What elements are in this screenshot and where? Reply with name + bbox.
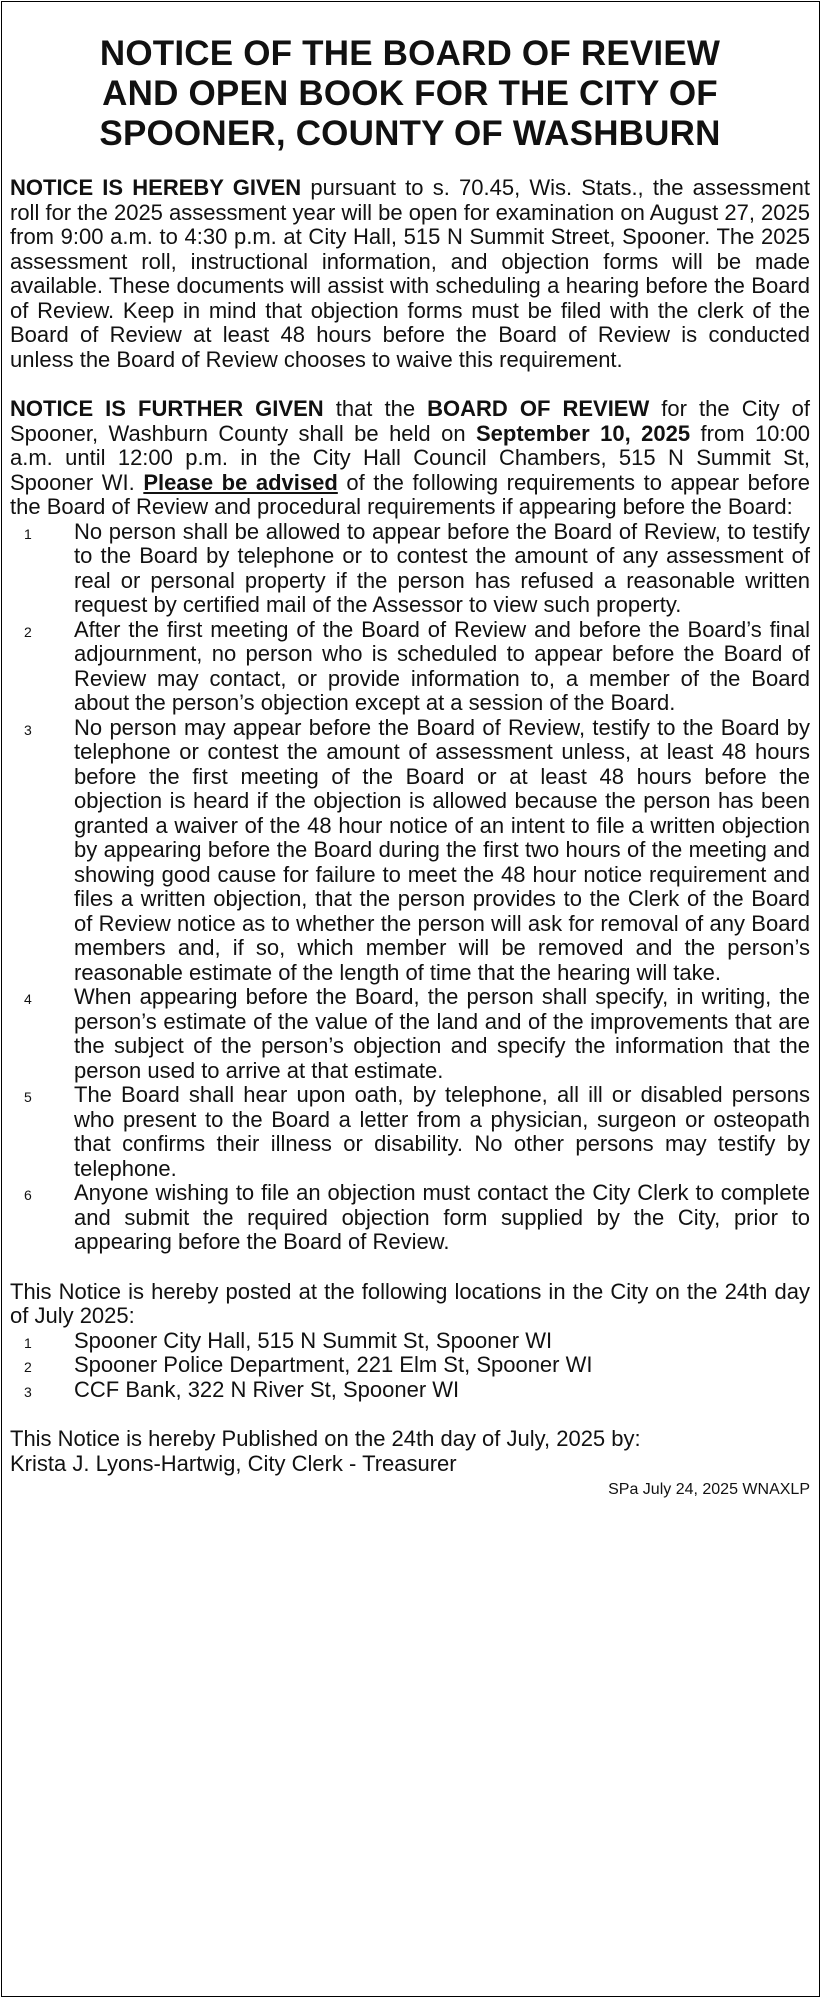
open-book-paragraph [10, 176, 810, 372]
list-item [10, 520, 810, 618]
item-text: CCF Bank, 322 N River St, Spooner WI [74, 1376, 460, 1402]
item-text: Spooner Police Department, 221 Elm St, Spooner WI [74, 1352, 593, 1377]
list-item [10, 716, 810, 986]
item-number: 1 [24, 1334, 32, 1351]
locations-list [10, 1329, 810, 1403]
list-item [10, 618, 810, 716]
item-number: 2 [24, 623, 32, 640]
paragraph-text: pursuant to s. 70.45, Wis. Stats., the assessment roll for the 2025 assessment year will be open for examination on August 27, 2025 from 9:00 a.m. to 4:30 p.m. at City Hall, 515 N Summit Street, Spooner. The 2025 assessment roll, instructional information, and objection forms will be made available. These documents will assist with scheduling a hearing before the Board of Review. Keep in mind that objection forms must be filed with the clerk of the Board of Review at least 48 hours before the Board of Review is conducted unless the Board of Review chooses to waive this requirement. [10, 175, 810, 372]
list-item [10, 985, 810, 1083]
item-text: The Board shall hear upon oath, by telephone, all ill or disabled persons who present to the Board a letter from a physician, surgeon or osteopath that confirms their illness or disability. No other persons may testify by telephone. [74, 1082, 810, 1181]
item-text: Anyone wishing to file an objection must contact the City Clerk to complete and submit the required objection form supplied by the City, prior to appearing before the Board of Review. [74, 1180, 810, 1254]
requirements-list [10, 520, 810, 1255]
paragraph-text: of the following requirements to appear before the Board of Review and procedural requirements if appearing before the Board: [10, 469, 810, 519]
item-number: 6 [24, 1187, 32, 1203]
lead-phrase: NOTICE IS FURTHER GIVEN [10, 396, 324, 421]
list-item [10, 1083, 810, 1181]
title-line: NOTICE OF THE BOARD OF REVIEW [99, 34, 721, 73]
item-number: 1 [24, 525, 32, 542]
item-text: Spooner City Hall, 515 N Summit St, Spooner WI [74, 1327, 553, 1353]
legal-notice [10, 34, 810, 1500]
item-text: After the first meeting of the Board of Review and before the Board’s final adjournment, no person who is scheduled to appear before the Board of Review may contact, or provide information to, a member of the Board about the person’s objection except at a session of the Board. [74, 616, 810, 715]
item-number: 5 [24, 1089, 32, 1105]
item-number: 3 [24, 1383, 32, 1400]
meeting-date: September 10, 2025 [476, 420, 691, 446]
item-number: 3 [24, 721, 32, 738]
item-text: No person may appear before the Board of Review, testify to the Board by telephone or contest the amount of assessment unless, at least 48 hours before the first meeting of the Board or at least 48 hours before the objection is heard if the objection is allowed because the person has been granted a waiver of the 48 hour notice of an intent to file a written objection by appearing before the Board during the first two hours of the meeting and showing good cause for failure to meet the 48 hour notice requirement and files a written objection, that the person provides to the Clerk of the Board of Review notice as to whether the person will ask for removal of any Board members and, if so, which member will be removed and the person’s reasonable estimate of the length of time that the hearing will take. [74, 714, 810, 985]
publication-code: SPa July 24, 2025 WNAXLP [608, 1481, 810, 1498]
notice-title [10, 34, 810, 154]
item-text: When appearing before the Board, the person shall specify, in writing, the person’s estimate of the value of the land and of the improvements that are the subject of the person’s objection and specify the information that the person used to arrive at that estimate. [74, 984, 810, 1083]
posting-intro: This Notice is hereby posted at the following locations in the City on the 24th day of July 2025: [10, 1278, 810, 1328]
item-number: 2 [24, 1359, 32, 1375]
signature-line: Krista J. Lyons-Hartwig, City Clerk - Treasurer [10, 1450, 457, 1476]
paragraph-text: that the [323, 396, 428, 421]
title-line: AND OPEN BOOK FOR THE CITY OF [102, 74, 718, 113]
published-line: This Notice is hereby Published on the 24th day of July, 2025 by: [10, 1426, 641, 1451]
item-number: 4 [24, 991, 32, 1007]
board-name: BOARD OF REVIEW [427, 396, 650, 421]
advisory-phrase: Please be advised [143, 469, 338, 495]
paragraph-text: from 10:00 a.m. until 12:00 p.m. in the City Hall Council Chambers, 515 N Summit St, Spooner WI. [10, 420, 810, 495]
list-item [10, 1353, 810, 1378]
list-item [10, 1181, 810, 1255]
board-of-review-paragraph [10, 397, 810, 520]
paragraph-text: for the City of Spooner, Washburn County shall be held on [10, 396, 810, 446]
list-item [10, 1329, 810, 1354]
lead-phrase: NOTICE IS HEREBY GIVEN [10, 175, 302, 200]
item-text: No person shall be allowed to appear before the Board of Review, to testify to the Board by telephone or to contest the amount of any assessment of real or personal property if the person has refused a reasonable written request by certified mail of the Assessor to view such property. [74, 518, 810, 617]
title-line: SPOONER, COUNTY OF WASHBURN [99, 114, 721, 153]
list-item [10, 1378, 810, 1403]
